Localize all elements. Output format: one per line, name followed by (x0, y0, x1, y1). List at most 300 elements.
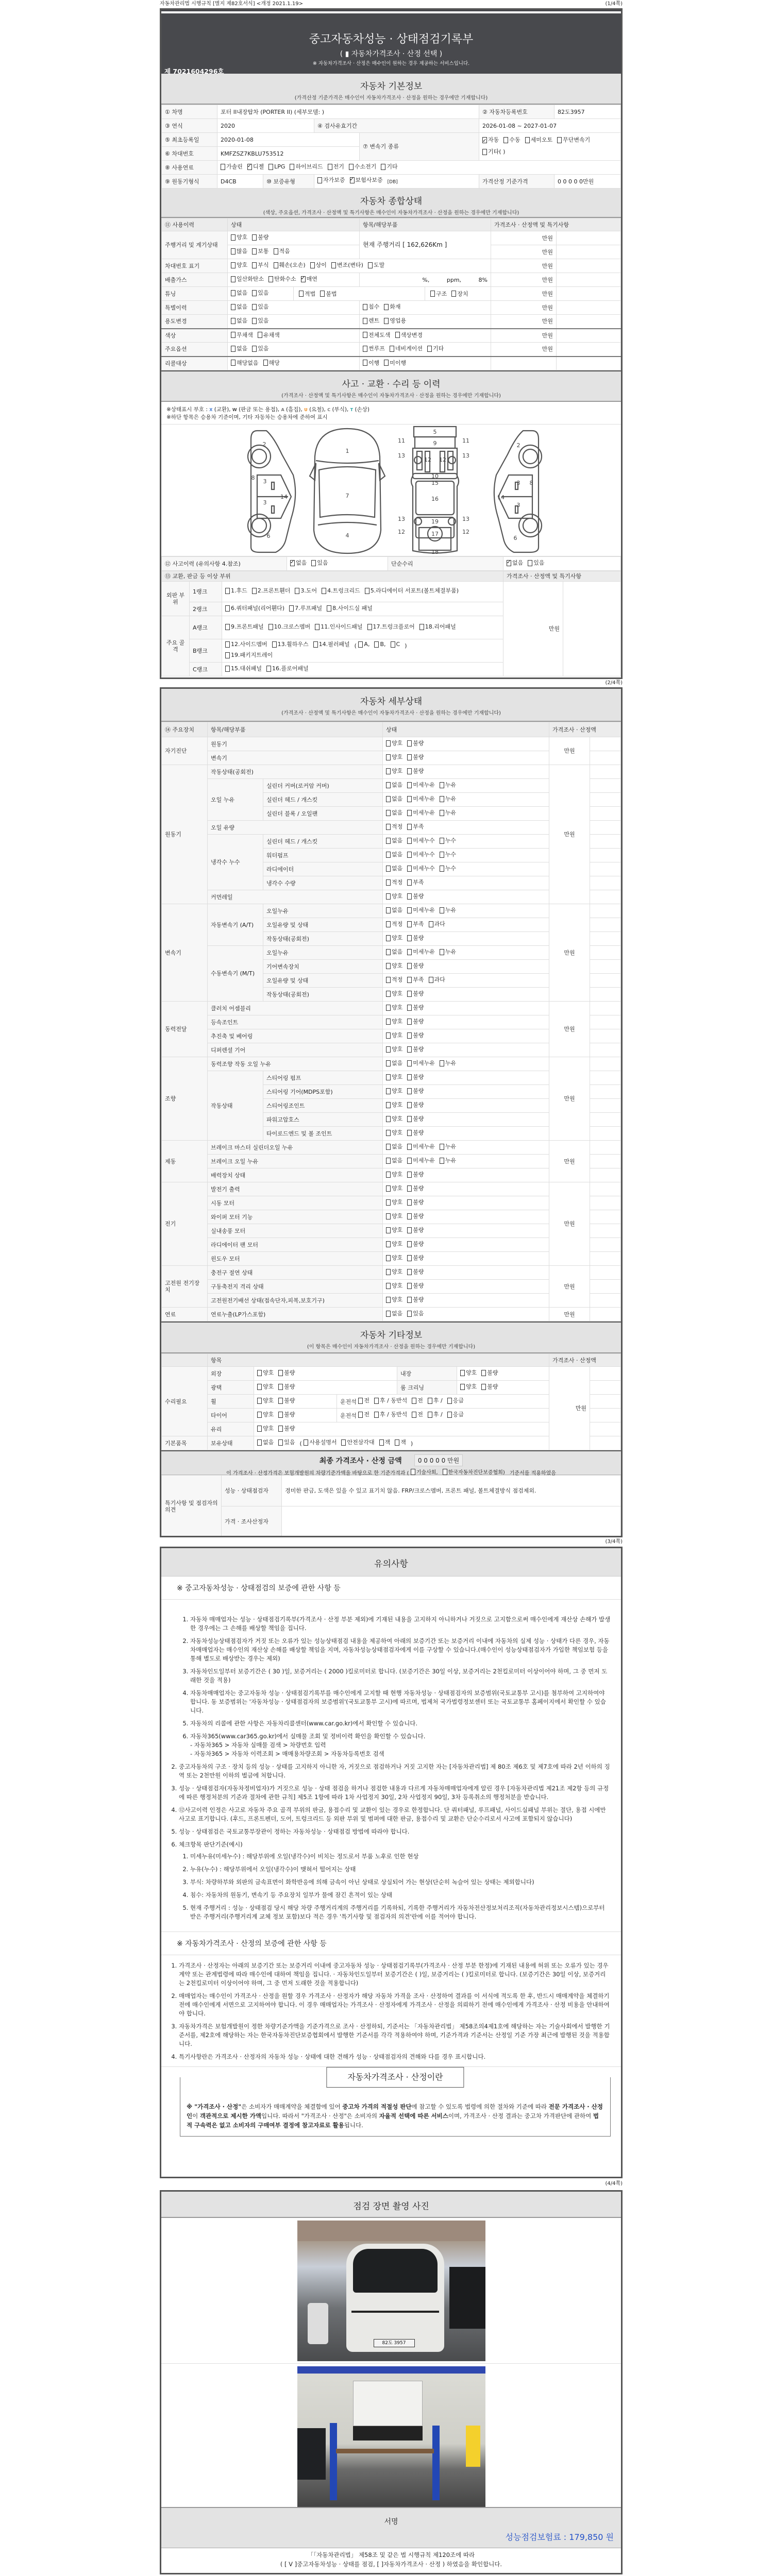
option-checkbox[interactable] (278, 1439, 295, 1446)
price-note[interactable] (590, 904, 621, 918)
option-checkbox[interactable] (272, 640, 309, 649)
option-checkbox[interactable] (460, 1369, 477, 1376)
option-checkbox[interactable] (407, 837, 435, 844)
checkbox-icon[interactable] (315, 624, 320, 630)
checkbox-icon[interactable] (231, 360, 236, 366)
option-checkbox[interactable] (386, 990, 402, 997)
checkbox-icon[interactable] (447, 1398, 452, 1404)
option-checkbox[interactable] (295, 586, 317, 596)
checkbox-icon[interactable] (407, 1032, 412, 1039)
checkbox-icon[interactable] (386, 1213, 391, 1219)
option-checkbox[interactable] (407, 1018, 424, 1025)
price-note[interactable] (590, 1381, 621, 1395)
option-checkbox[interactable] (274, 262, 306, 268)
checkbox-icon[interactable] (386, 1116, 391, 1122)
option-checkbox[interactable] (407, 1060, 435, 1066)
checkbox-icon[interactable] (363, 360, 367, 366)
checkbox-icon[interactable] (430, 291, 435, 297)
checkbox-icon[interactable] (386, 893, 391, 900)
option-checkbox[interactable] (386, 1143, 402, 1150)
checkbox-icon[interactable] (252, 318, 257, 324)
option-checkbox[interactable] (411, 1468, 438, 1476)
checkbox-icon[interactable] (407, 1116, 412, 1122)
option-checkbox[interactable] (386, 1018, 402, 1025)
checkbox-icon[interactable] (386, 782, 391, 788)
checkbox-icon[interactable] (368, 262, 373, 268)
option-checkbox[interactable] (386, 935, 402, 941)
option-checkbox[interactable] (407, 1101, 424, 1108)
checkbox-icon[interactable] (313, 641, 318, 648)
option-checkbox[interactable] (341, 1439, 374, 1446)
option-checkbox[interactable] (386, 782, 402, 788)
option-checkbox[interactable] (304, 1439, 337, 1446)
option-checkbox[interactable] (407, 1088, 424, 1094)
checkbox-icon[interactable] (304, 1439, 308, 1446)
option-checkbox[interactable] (451, 291, 468, 297)
checkbox-icon[interactable] (407, 852, 412, 858)
checkbox-icon[interactable] (386, 1297, 391, 1303)
option-checkbox[interactable] (363, 332, 391, 338)
option-checkbox[interactable] (407, 1227, 424, 1233)
checkbox-icon[interactable] (407, 991, 412, 997)
checkbox-icon[interactable] (440, 796, 444, 802)
checkbox-icon[interactable] (386, 1241, 391, 1247)
option-checkbox[interactable] (365, 586, 459, 596)
checkbox-icon[interactable] (225, 588, 230, 594)
price-note[interactable] (590, 1224, 621, 1238)
checkbox-icon[interactable] (412, 1398, 416, 1404)
price-note[interactable] (557, 259, 621, 273)
checkbox-icon[interactable] (440, 949, 444, 955)
checkbox-icon[interactable] (231, 276, 236, 282)
option-checkbox[interactable] (407, 768, 424, 774)
option-checkbox[interactable] (386, 809, 402, 816)
option-checkbox[interactable] (440, 795, 456, 802)
option-checkbox[interactable] (386, 1101, 402, 1108)
option-checkbox[interactable] (278, 1397, 295, 1404)
price-note[interactable] (590, 1266, 621, 1280)
option-checkbox[interactable] (350, 177, 383, 183)
option-checkbox[interactable] (386, 1296, 402, 1303)
checkbox-icon[interactable] (440, 907, 444, 913)
price-note[interactable] (590, 1308, 621, 1321)
checkbox-icon[interactable] (481, 1370, 486, 1376)
option-checkbox[interactable] (257, 1397, 274, 1404)
checkbox-icon[interactable] (386, 1158, 391, 1164)
checkbox-icon[interactable] (386, 1102, 391, 1108)
checkbox-icon[interactable] (407, 1172, 412, 1178)
checkbox-icon[interactable] (386, 1060, 391, 1066)
option-checkbox[interactable] (503, 135, 520, 145)
price-note[interactable] (557, 287, 621, 301)
checkbox-icon[interactable] (407, 921, 412, 927)
checkbox-icon[interactable] (427, 346, 432, 352)
checkbox-icon[interactable] (407, 949, 412, 955)
checkbox-icon[interactable] (386, 810, 391, 816)
option-checkbox[interactable] (386, 907, 402, 913)
checkbox-icon[interactable] (386, 1199, 391, 1206)
option-checkbox[interactable] (358, 640, 369, 649)
checkbox-icon[interactable] (407, 838, 412, 844)
checkbox-icon[interactable] (225, 652, 230, 658)
option-checkbox[interactable] (310, 262, 327, 268)
checkbox-icon[interactable] (374, 1398, 379, 1404)
option-checkbox[interactable] (374, 640, 385, 649)
option-checkbox[interactable] (407, 1282, 424, 1289)
price-note[interactable] (590, 1029, 621, 1043)
option-checkbox[interactable] (460, 1383, 477, 1390)
price-note[interactable] (557, 315, 621, 329)
checkbox-icon[interactable] (231, 290, 236, 296)
price-note[interactable] (557, 329, 621, 343)
checkbox-icon[interactable] (386, 838, 391, 844)
checkbox-icon[interactable] (407, 1144, 412, 1150)
option-checkbox[interactable] (427, 345, 444, 352)
option-checkbox[interactable] (386, 1115, 402, 1122)
price-note[interactable] (590, 1057, 621, 1071)
option-checkbox[interactable] (384, 303, 400, 310)
checkbox-icon[interactable] (407, 740, 412, 747)
option-checkbox[interactable] (386, 740, 402, 747)
price-note[interactable] (590, 821, 621, 835)
checkbox-icon[interactable] (363, 304, 367, 310)
checkbox-icon[interactable] (317, 177, 322, 183)
checkbox-icon[interactable] (407, 1185, 412, 1192)
option-checkbox[interactable] (301, 276, 317, 282)
price-note[interactable] (590, 1155, 621, 1168)
option-checkbox[interactable] (443, 1468, 505, 1476)
option-checkbox[interactable] (481, 1369, 498, 1376)
option-checkbox[interactable] (447, 1397, 464, 1404)
checkbox-icon[interactable] (322, 588, 326, 594)
checkbox-icon[interactable] (331, 262, 336, 268)
option-checkbox[interactable] (225, 586, 247, 596)
checkbox-icon[interactable] (310, 262, 315, 268)
checkbox-icon[interactable] (386, 852, 391, 858)
checkbox-icon[interactable] (386, 963, 391, 969)
checkbox-icon[interactable] (407, 1227, 412, 1233)
checked-box-icon[interactable] (482, 137, 487, 143)
price-note[interactable] (590, 1409, 621, 1422)
option-checkbox[interactable] (386, 1213, 402, 1219)
checkbox-icon[interactable] (257, 1370, 262, 1376)
option-checkbox[interactable] (225, 605, 284, 612)
checkbox-icon[interactable] (252, 588, 257, 594)
checkbox-icon[interactable] (367, 624, 372, 630)
option-checkbox[interactable] (290, 163, 323, 170)
price-note[interactable] (590, 779, 621, 793)
checkbox-icon[interactable] (257, 1398, 262, 1404)
checkbox-icon[interactable] (258, 332, 262, 338)
checkbox-icon[interactable] (407, 977, 412, 983)
checkbox-icon[interactable] (386, 977, 391, 983)
checkbox-icon[interactable] (386, 879, 391, 886)
option-checkbox[interactable] (395, 332, 423, 338)
checkbox-icon[interactable] (407, 893, 412, 900)
price-note[interactable] (590, 1127, 621, 1141)
checkbox-icon[interactable] (386, 1074, 391, 1080)
option-checkbox[interactable] (407, 1268, 424, 1275)
price-note[interactable] (590, 1085, 621, 1099)
checked-box-icon[interactable] (247, 164, 252, 170)
price-note[interactable] (557, 245, 621, 259)
option-checkbox[interactable] (225, 622, 264, 632)
option-checkbox[interactable] (386, 962, 402, 969)
checkbox-icon[interactable] (384, 304, 389, 310)
checkbox-icon[interactable] (386, 1130, 391, 1136)
checkbox-icon[interactable] (482, 149, 487, 155)
option-checkbox[interactable] (225, 640, 267, 649)
price-note[interactable] (590, 1099, 621, 1113)
checkbox-icon[interactable] (407, 879, 412, 886)
checkbox-icon[interactable] (407, 1269, 412, 1275)
checkbox-icon[interactable] (386, 1283, 391, 1289)
option-checkbox[interactable] (231, 276, 264, 282)
checkbox-icon[interactable] (374, 1412, 379, 1418)
option-checkbox[interactable] (407, 1074, 424, 1080)
option-checkbox[interactable] (252, 317, 268, 324)
option-checkbox[interactable] (429, 976, 445, 983)
checkbox-icon[interactable] (407, 824, 412, 830)
option-checkbox[interactable] (440, 782, 456, 788)
checkbox-icon[interactable] (407, 782, 412, 788)
option-checkbox[interactable] (363, 345, 385, 352)
checkbox-icon[interactable] (341, 1439, 346, 1446)
checkbox-icon[interactable] (419, 624, 424, 630)
checkbox-icon[interactable] (268, 276, 273, 282)
option-checkbox[interactable] (390, 345, 423, 352)
checkbox-icon[interactable] (231, 346, 236, 352)
checkbox-icon[interactable] (386, 1046, 391, 1053)
option-checkbox[interactable] (278, 1383, 295, 1390)
checkbox-icon[interactable] (386, 949, 391, 955)
option-checkbox[interactable] (386, 921, 402, 927)
checkbox-icon[interactable] (407, 1311, 412, 1317)
option-checkbox[interactable] (274, 248, 290, 255)
checkbox-icon[interactable] (407, 866, 412, 872)
checkbox-icon[interactable] (257, 1412, 262, 1418)
checkbox-icon[interactable] (231, 332, 236, 338)
checkbox-icon[interactable] (311, 560, 316, 566)
checkbox-icon[interactable] (221, 164, 225, 170)
option-checkbox[interactable] (231, 360, 259, 366)
checkbox-icon[interactable] (272, 641, 277, 648)
option-checkbox[interactable] (407, 1199, 424, 1206)
checkbox-icon[interactable] (289, 605, 294, 612)
checkbox-icon[interactable] (278, 1398, 283, 1404)
checkbox-icon[interactable] (278, 1412, 283, 1418)
option-checkbox[interactable] (358, 1397, 369, 1404)
checkbox-icon[interactable] (407, 1255, 412, 1261)
option-checkbox[interactable] (386, 1157, 402, 1164)
option-checkbox[interactable] (257, 1439, 274, 1446)
option-checkbox[interactable] (386, 837, 402, 844)
price-note[interactable] (590, 876, 621, 890)
checkbox-icon[interactable] (386, 1172, 391, 1178)
option-checkbox[interactable] (386, 1199, 402, 1206)
checkbox-icon[interactable] (407, 1102, 412, 1108)
price-note[interactable] (590, 1436, 621, 1450)
option-checkbox[interactable] (407, 1129, 424, 1136)
price-note[interactable] (590, 1071, 621, 1085)
option-checkbox[interactable] (322, 586, 360, 596)
checkbox-icon[interactable] (481, 1384, 486, 1390)
checkbox-icon[interactable] (407, 1241, 412, 1247)
option-checkbox[interactable] (358, 1411, 369, 1418)
checkbox-icon[interactable] (252, 234, 257, 241)
option-checkbox[interactable] (231, 248, 247, 255)
option-checkbox[interactable] (386, 1004, 402, 1011)
checkbox-icon[interactable] (290, 164, 294, 170)
option-checkbox[interactable] (231, 317, 247, 324)
checkbox-icon[interactable] (252, 346, 257, 352)
option-checkbox[interactable] (407, 740, 424, 747)
price-note[interactable] (557, 273, 621, 287)
checkbox-icon[interactable] (231, 234, 236, 241)
option-checkbox[interactable] (447, 1411, 464, 1418)
option-checkbox[interactable] (440, 837, 456, 844)
checkbox-icon[interactable] (299, 291, 304, 297)
checkbox-icon[interactable] (327, 605, 331, 612)
checkbox-icon[interactable] (460, 1370, 465, 1376)
checkbox-icon[interactable] (278, 1370, 283, 1376)
option-checkbox[interactable] (328, 163, 344, 170)
checkbox-icon[interactable] (503, 137, 508, 143)
option-checkbox[interactable] (386, 1171, 402, 1178)
price-note[interactable] (590, 751, 621, 765)
option-checkbox[interactable] (327, 605, 373, 612)
checkbox-icon[interactable] (429, 921, 433, 927)
price-note[interactable] (590, 835, 621, 849)
checkbox-icon[interactable] (257, 1426, 262, 1432)
option-checkbox[interactable] (225, 665, 262, 672)
checkbox-icon[interactable] (440, 1158, 444, 1164)
option-checkbox[interactable] (407, 935, 424, 941)
option-checkbox[interactable] (386, 1074, 402, 1080)
checkbox-icon[interactable] (225, 624, 230, 630)
price-note[interactable] (590, 1367, 621, 1381)
checked-box-icon[interactable] (350, 177, 355, 183)
checkbox-icon[interactable] (365, 588, 369, 594)
checkbox-icon[interactable] (358, 641, 363, 648)
checkbox-icon[interactable] (252, 304, 257, 310)
checkbox-icon[interactable] (225, 641, 230, 648)
checkbox-icon[interactable] (390, 346, 394, 352)
checkbox-icon[interactable] (266, 666, 271, 672)
checkbox-icon[interactable] (252, 290, 257, 296)
checkbox-icon[interactable] (386, 796, 391, 802)
option-checkbox[interactable] (363, 317, 379, 324)
price-note[interactable] (590, 974, 621, 988)
checkbox-icon[interactable] (386, 866, 391, 872)
option-checkbox[interactable] (384, 360, 406, 366)
checkbox-icon[interactable] (407, 1283, 412, 1289)
option-checkbox[interactable] (407, 754, 424, 760)
checkbox-icon[interactable] (268, 164, 273, 170)
option-checkbox[interactable] (386, 795, 402, 802)
option-checkbox[interactable] (482, 147, 505, 157)
option-checkbox[interactable] (268, 276, 296, 282)
price-note[interactable] (590, 890, 621, 904)
checkbox-icon[interactable] (386, 1227, 391, 1233)
price-note[interactable] (590, 765, 621, 779)
checkbox-icon[interactable] (440, 1144, 444, 1150)
checkbox-icon[interactable] (386, 1088, 391, 1094)
checkbox-icon[interactable] (440, 866, 444, 872)
option-checkbox[interactable] (407, 1255, 424, 1261)
checkbox-icon[interactable] (225, 605, 230, 612)
option-checkbox[interactable] (407, 990, 424, 997)
option-checkbox[interactable] (268, 163, 285, 170)
checkbox-icon[interactable] (349, 164, 354, 170)
checkbox-icon[interactable] (278, 1384, 283, 1390)
price-note[interactable] (590, 988, 621, 1002)
option-checkbox[interactable] (263, 360, 280, 366)
option-checkbox[interactable] (440, 865, 456, 872)
checked-box-icon[interactable] (290, 560, 295, 566)
option-checkbox[interactable] (407, 1004, 424, 1011)
price-note[interactable] (590, 849, 621, 862)
checkbox-icon[interactable] (295, 588, 299, 594)
option-checkbox[interactable] (407, 1046, 424, 1053)
option-checkbox[interactable] (407, 851, 435, 858)
option-checkbox[interactable] (407, 962, 424, 969)
price-note[interactable] (590, 918, 621, 932)
checkbox-icon[interactable] (386, 824, 391, 830)
option-checkbox[interactable] (428, 1397, 443, 1404)
option-checkbox[interactable] (379, 1439, 391, 1446)
option-checkbox[interactable] (440, 809, 456, 816)
option-checkbox[interactable] (252, 248, 268, 255)
option-checkbox[interactable] (407, 1115, 424, 1122)
checkbox-icon[interactable] (386, 1019, 391, 1025)
option-checkbox[interactable] (386, 768, 402, 774)
option-checkbox[interactable] (386, 1241, 402, 1247)
option-checkbox[interactable] (419, 622, 456, 632)
option-checkbox[interactable] (386, 1088, 402, 1094)
checkbox-icon[interactable] (274, 262, 278, 268)
checkbox-icon[interactable] (231, 318, 236, 324)
option-checkbox[interactable] (381, 163, 397, 170)
option-checkbox[interactable] (252, 345, 268, 352)
checkbox-icon[interactable] (440, 1060, 444, 1066)
option-checkbox[interactable] (407, 1241, 424, 1247)
checkbox-icon[interactable] (231, 248, 236, 255)
option-checkbox[interactable] (407, 809, 435, 816)
checkbox-icon[interactable] (407, 1297, 412, 1303)
option-checkbox[interactable] (313, 640, 350, 649)
checkbox-icon[interactable] (386, 921, 391, 927)
option-checkbox[interactable] (428, 1411, 443, 1418)
option-checkbox[interactable] (407, 1143, 435, 1150)
checkbox-icon[interactable] (428, 1412, 432, 1418)
option-checkbox[interactable] (525, 135, 553, 145)
checkbox-icon[interactable] (407, 796, 412, 802)
price-note[interactable] (590, 1280, 621, 1294)
checkbox-icon[interactable] (440, 782, 444, 788)
price-note[interactable] (590, 1043, 621, 1057)
option-checkbox[interactable] (407, 823, 424, 830)
checkbox-icon[interactable] (386, 991, 391, 997)
checked-box-icon[interactable] (507, 560, 511, 566)
price-note[interactable] (590, 1002, 621, 1015)
option-checkbox[interactable] (407, 1185, 424, 1192)
checkbox-icon[interactable] (451, 291, 456, 297)
checkbox-icon[interactable] (440, 810, 444, 816)
option-checkbox[interactable] (278, 1411, 295, 1418)
option-checkbox[interactable] (429, 921, 445, 927)
checkbox-icon[interactable] (407, 1019, 412, 1025)
